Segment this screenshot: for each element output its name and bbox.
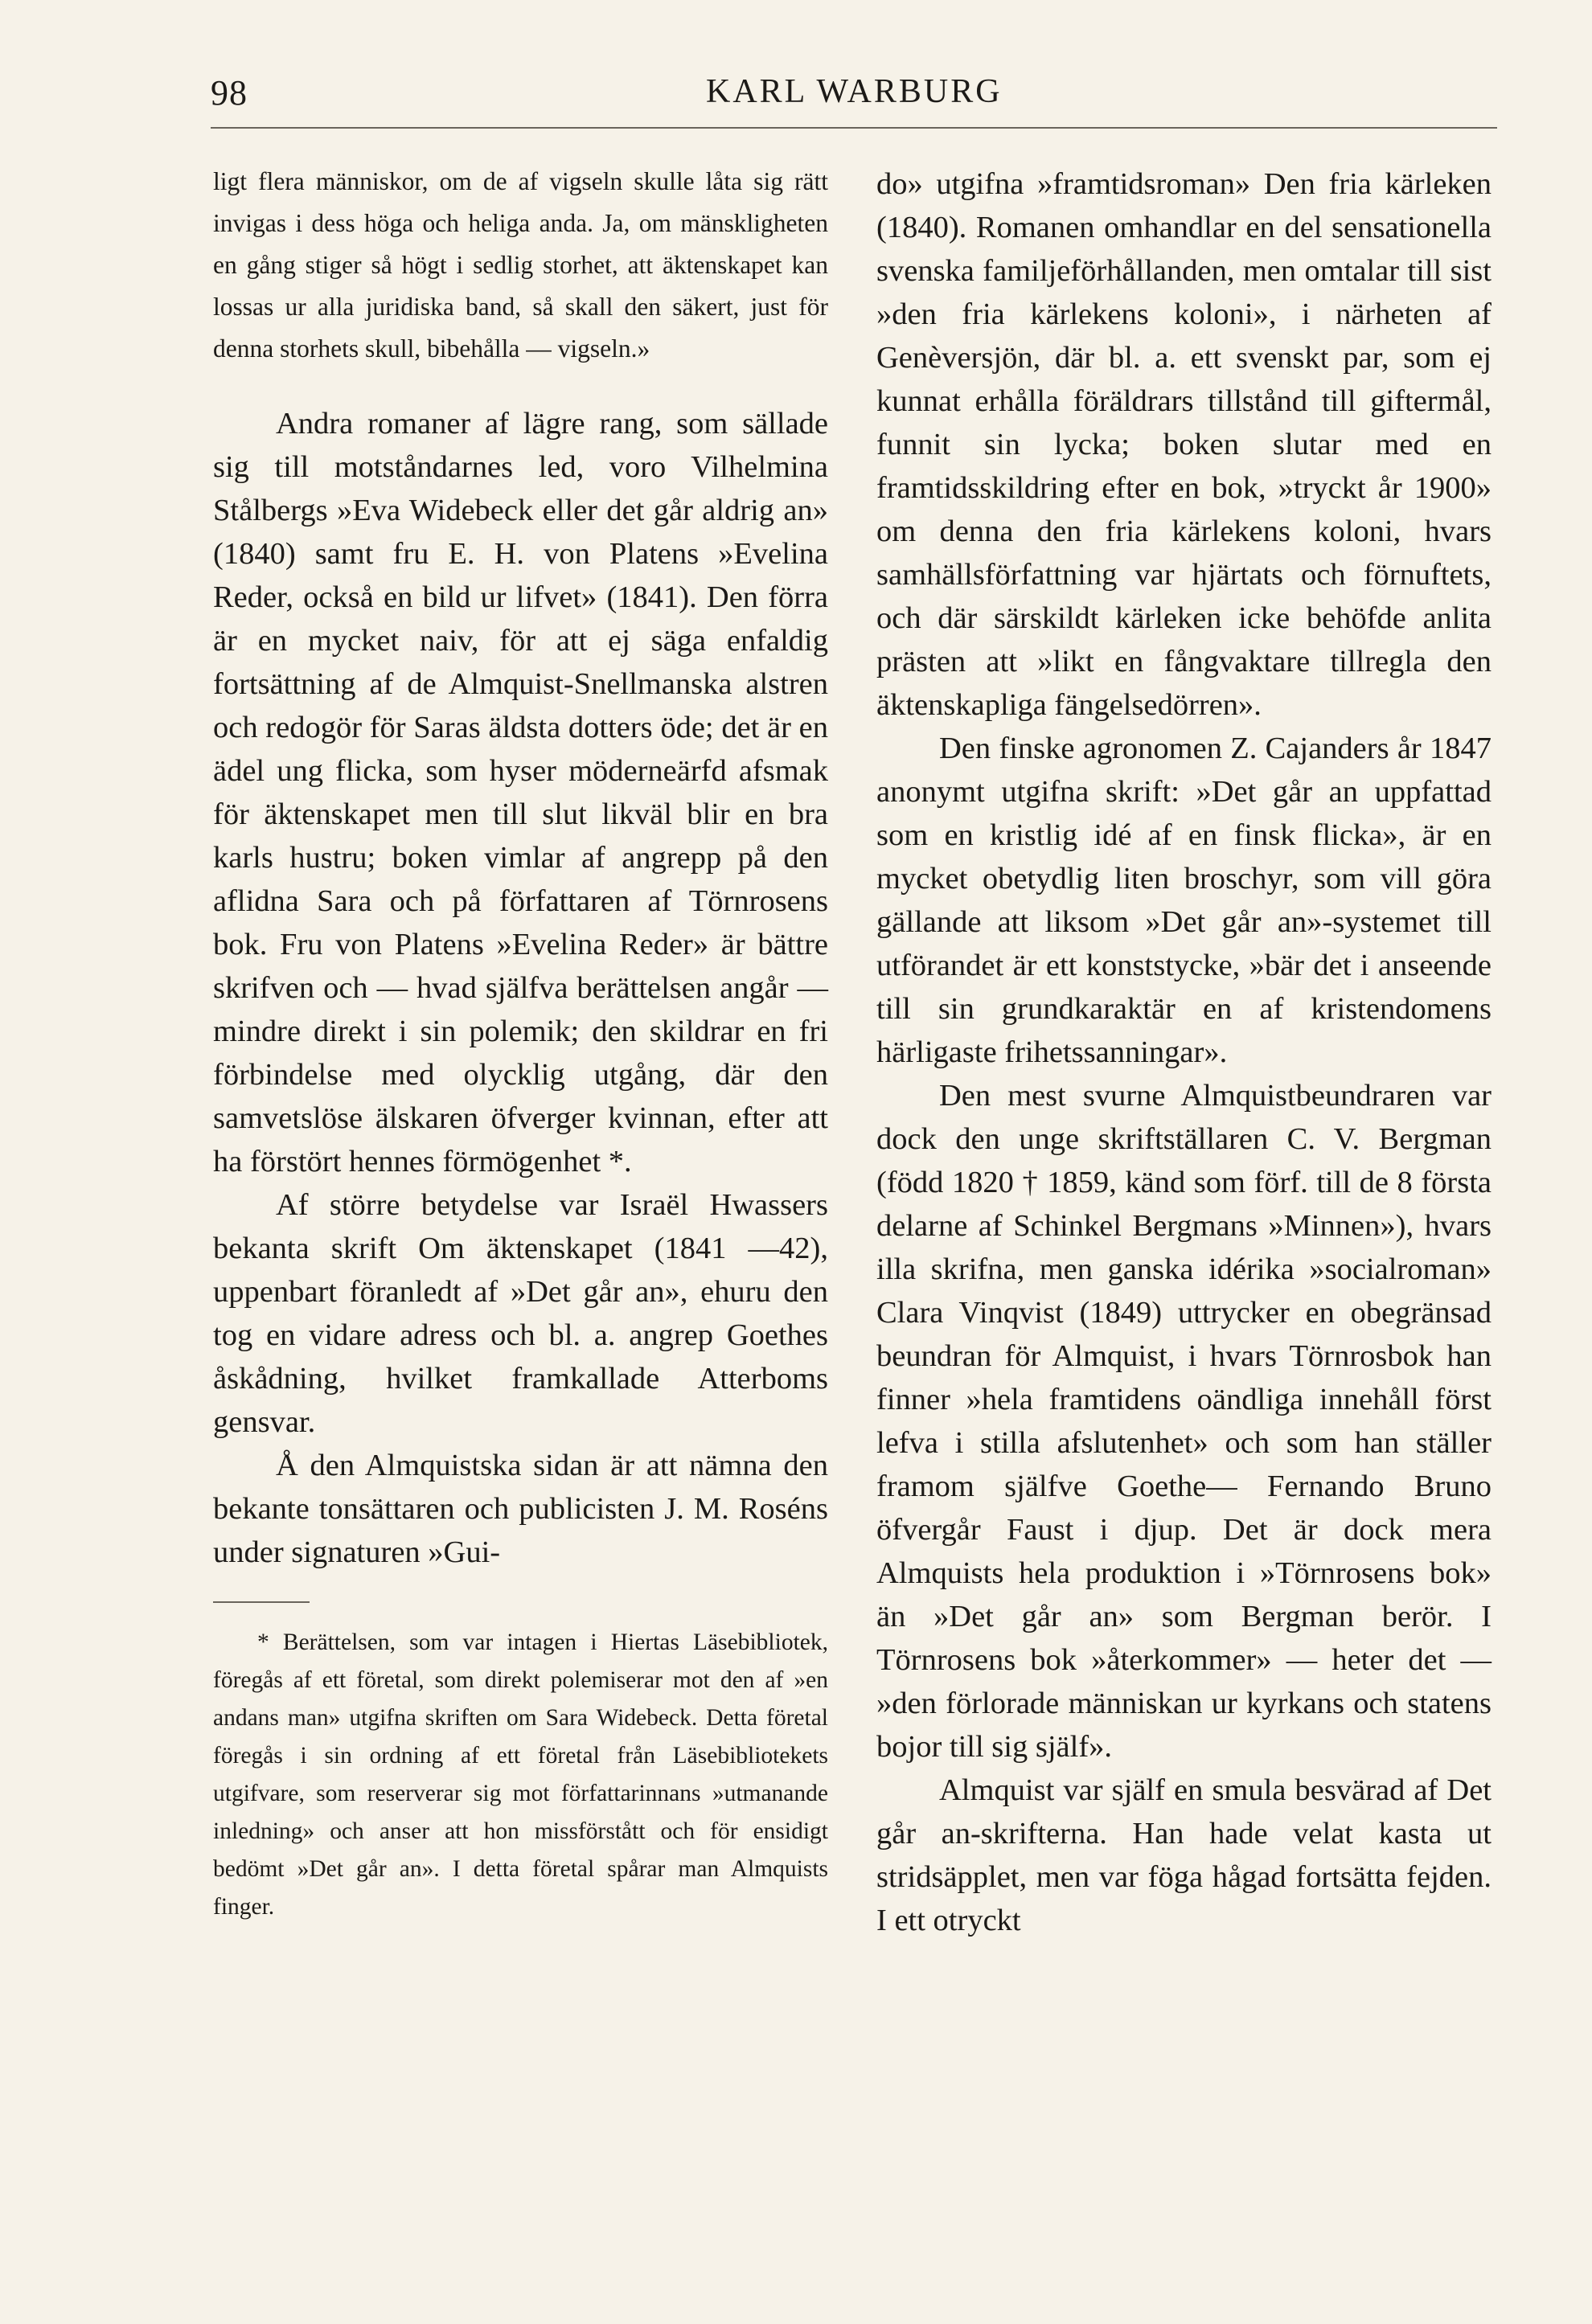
left-column	[213, 161, 828, 1926]
paragraph: Almquist var själf en smula besvärad af Det går an-skrifterna. Han hade velat kasta ut stridsäpplet, men var föga hågad fortsätta fejden. I ett otryckt	[876, 1773, 1491, 1937]
page-number: 98	[211, 73, 248, 113]
paragraph: Den finske agronomen Z. Cajanders år 1847 anonymt utgifna skrift: »Det går an uppfattad som en kristlig idé af en finsk flicka», är en mycket obetydlig liten broschyr, som vill göra gällande att liksom »Det går an»-systemet till utförandet är ett konststycke, »bär det i anseende till sin grundkaraktär en af kristendomens härligaste frihetssanningar».	[876, 732, 1491, 1069]
paragraph: Andra romaner af lägre rang, som sällade sig till motståndarnes led, voro Vilhelmina Stålbergs »Eva Widebeck eller det går aldrig an» (1840) samt fru E. H. von Platens »Evelina Reder, också en bild ur lifvet» (1841). Den förra är en mycket naiv, för att ej säga enfaldig fortsättning af de Almquist-Snellmanska alstren och redogör för Saras äldsta dotters öde; det är en ädel ung flicka, som hyser möderneärfd afsmak för äktenskapet men till slut likväl blir en bra karls hustru; boken vimlar af angrepp på den aflidna Sara och på författaren af Törnrosens bok. Fru von Platens »Evelina Reder» är bättre skrifven och — hvad själfva berättelsen angår — mindre direkt i sin polemik; den skildrar en fri förbindelse med olycklig utgång, där den samvetslöse älskaren öfverger kvinnan, efter att ha förstört hennes förmögenhet *.	[213, 407, 828, 1178]
paragraph: Af större betydelse var Israël Hwassers bekanta skrift Om äktenskapet (1841 —42), uppenbart föranledt af »Det går an», ehuru den tog en vidare adress och bl. a. angrep Goethes åskådning, hvilket framkallade Atterboms gensvar.	[213, 1188, 828, 1439]
running-head: KARL WARBURG	[706, 73, 1003, 110]
block-quote: ligt flera människor, om de af vigseln skulle låta sig rätt invigas i dess höga och heliga anda. Ja, om mänskligheten en gång stiger så högt i sedlig storhet, att äktenskapet kan lossas ur alla juridiska band, så skall den säkert, just för denna storhets skull, bibehålla — vigseln.»	[213, 167, 828, 363]
paragraph: Å den Almquistska sidan är att nämna den bekante tonsättaren och publicisten J. M. Roséns under signaturen »Gui-	[213, 1449, 828, 1569]
right-column	[876, 162, 1491, 1942]
header-rule	[211, 127, 1497, 129]
paragraph: do» utgifna »framtidsroman» Den fria kärleken (1840). Romanen omhandlar en del sensationella svenska familjeförhållanden, men omtalar till sist »den fria kärlekens koloni», i närheten af Genèversjön, där bl. a. ett svenskt par, som ej kunnat erhålla föräldrars tillstånd till giftermål, funnit sin lycka; boken slutar med en framtidsskildring efter en bok, »tryckt år 1900» om denna den fria kärlekens koloni, hvars samhällsförfattning var hjärtats och förnuftets, och där särskildt kärleken icke behöfde anlita prästen att »likt en fångvaktare tillregla den äktenskapliga fängelsedörren».	[876, 167, 1491, 722]
footnote: * Berättelsen, som var intagen i Hiertas Läsebibliotek, föregås af ett företal, som direkt polemiserar mot den af »en andans man» utgifna skriften om Sara Widebeck. Detta företal föregås i sin ordning af ett företal från Läsebibliotekets utgifvare, som reserverar sig mot författarinnans »utmanande inledning» och anser att hon missförstått och för ensidigt bedömt »Det går an». I detta företal spårar man Almquists finger.	[213, 1629, 828, 1920]
paragraph: Den mest svurne Almquistbeundraren var dock den unge skriftställaren C. V. Bergman (född 1820 † 1859, känd som förf. till de 8 första delarne af Schinkel Bergmans »Minnen»), hvars illa skrifna, men ganska idérika »socialroman» Clara Vinqvist (1849) uttrycker en obegränsad beundran för Almquist, i hvars Törnrosbok han finner »hela framtidens oändliga innehåll först lefva i stilla afslutenhet» och som han ställer framom själfve Goethe— Fernando Bruno öfvergår Faust i djup. Det är dock mera Almquists hela produktion i »Törnrosens bok» än »Det går an» som Bergman berör. I Törnrosens bok »återkommer» — heter det — »den förlorade människan ur kyrkans och statens bojor till sig själf».	[876, 1079, 1491, 1764]
footnote-rule	[213, 1601, 310, 1603]
